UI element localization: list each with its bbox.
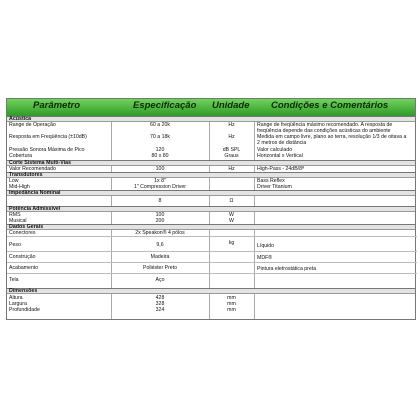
row-spec: Poliéster Preto (142, 265, 178, 271)
spec-table (6, 98, 416, 320)
row-label: Construção (9, 254, 36, 260)
row-unit: Hz (228, 122, 235, 128)
row-label: Mid-High (9, 184, 30, 190)
row-label: Musical (9, 218, 27, 224)
row-cond: Medida em campo livre, plano ao terra, resolução 1/3 de oitava a (257, 134, 407, 140)
row-spec: Madeira (150, 254, 170, 260)
row-spec: 100 (155, 212, 165, 218)
section-potencia: Potência Admissível (7, 206, 415, 212)
row-divider (7, 251, 417, 252)
row-label: RMS (9, 212, 21, 218)
row-spec: 428 (155, 295, 165, 301)
row-spec: 1x 8" (154, 178, 166, 184)
row-spec: 80 x 80 (151, 153, 169, 159)
header-cond: Condições e Comentários (271, 100, 389, 111)
row-cond: Líquido (257, 243, 275, 249)
row-spec: 60 a 20k (150, 122, 170, 128)
row-label: Low (9, 178, 19, 184)
row-label: Altura (9, 295, 23, 301)
row-unit: W (229, 218, 234, 224)
row-label: Pressão Sonora Máxima de Pico (9, 147, 85, 153)
row-spec: Aço (155, 277, 165, 283)
row-label: Resposta em Freqüência (±10dB) (9, 134, 87, 140)
row-cond: Valor calculado (257, 147, 293, 153)
row-unit: mm (227, 307, 236, 313)
row-unit: mm (227, 301, 236, 307)
row-unit: mm (227, 295, 236, 301)
row-cond: Horizontal x Vertical (257, 153, 303, 159)
row-spec: 200 (155, 218, 165, 224)
row-spec: 8 (158, 198, 162, 204)
row-unit: Graus (224, 153, 239, 159)
row-cond: Driver Titanium (257, 184, 292, 190)
row-label: Largura (9, 301, 27, 307)
section-dados: Dados Gerais (7, 224, 415, 230)
row-label: Profundidade (9, 307, 40, 313)
row-spec: 120 (155, 147, 165, 153)
row-unit: Hz (228, 166, 235, 172)
row-cond: 2 metros de distância (257, 140, 307, 146)
header-param: Parâmetro (33, 100, 80, 111)
row-unit: W (229, 212, 234, 218)
row-cond: Bass Reflex (257, 178, 285, 184)
row-cond: MDF® (257, 255, 273, 261)
row-spec: 2x Speakon® 4 pólos (135, 230, 185, 236)
row-cond: High-Pass - 24dB/8ª (257, 166, 304, 172)
section-corte: Corte Sistema Multi-Vias (7, 160, 415, 166)
row-divider (7, 273, 417, 274)
row-spec: 328 (155, 301, 165, 307)
row-label: Cobertura (9, 153, 33, 159)
row-unit: Hz (228, 134, 235, 140)
row-unit: dB SPL (222, 147, 241, 153)
section-impedancia: Impedância Nominal (7, 190, 415, 196)
header-unit: Unidade (212, 100, 250, 111)
header-spec: Especificação (133, 100, 197, 111)
row-cond: Pintura eletrostática preta (257, 266, 317, 272)
row-label: Range de Operação (9, 122, 56, 128)
section-dimensoes: Dimensões (7, 288, 415, 294)
table-header (7, 99, 415, 117)
row-spec: 70 a 18k (150, 134, 170, 140)
row-spec: 100 (155, 166, 165, 172)
row-unit: Ω (229, 198, 234, 204)
row-label: Valor Recomendado (9, 166, 56, 172)
row-spec: 1" Compression Driver (133, 184, 186, 190)
row-spec: 324 (155, 307, 165, 313)
section-transdutores: Transdutores (7, 172, 415, 178)
row-label: Acabamento (9, 265, 39, 271)
section-acustica: Acústica (7, 116, 415, 122)
row-cond: freqüência depende das condições acústicas do ambiente (257, 128, 391, 134)
row-unit: kg (228, 240, 235, 246)
row-divider (7, 236, 417, 237)
row-spec: 9,6 (156, 242, 164, 248)
row-divider (7, 262, 417, 263)
row-label: Peso (9, 242, 21, 248)
row-cond: Range de freqüência máximo recomendado. A resposta de (257, 122, 393, 128)
row-label: Tela (9, 277, 19, 283)
row-label: Conectores (9, 230, 36, 236)
